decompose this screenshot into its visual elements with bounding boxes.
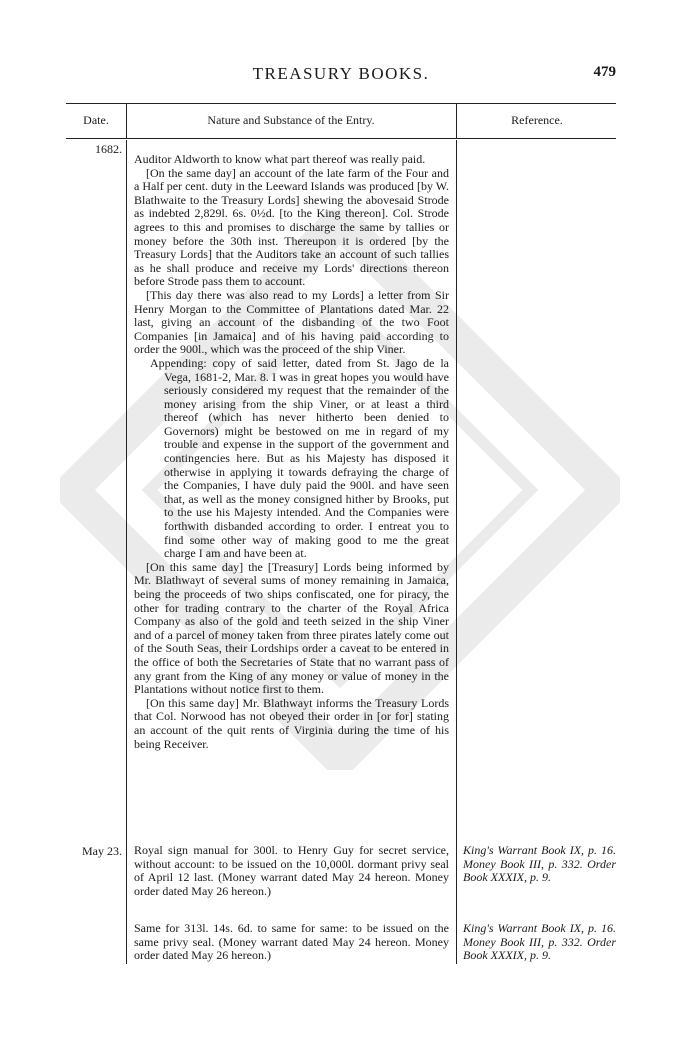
column-header-reference: Reference. (511, 113, 563, 127)
entry-paragraph: Same for 313l. 14s. 6d. to same for same: to be issued on the same privy seal. (Money warrant dated May 24 hereon. Money order dated May 26 hereon.) (134, 921, 449, 963)
entry-paragraph: [On the same day] an account of the late farm of the Four and a Half per cent. duty in the Leeward Islands was produced [by W. Blathwaite to the Treasury Lords] shewing the abovesaid Strode as indebted 2,829l. 6s. 0½d. [to the King thereon]. Col. Strode agrees to this and promises to discharge the same by tallies or money before the 30th inst. Thereupon it is ordered [by the Treasury Lords] that the Auditors take an account of such tallies as he shall produce and receive my Lords' directions thereon before Strode pass them to account. (134, 165, 449, 289)
reference-may-23-2: King's Warrant Book IX, p. 16. Money Book III, p. 332. Order Book XXXIX, p. 9. (463, 921, 616, 963)
column-divider-reference (456, 103, 457, 138)
page-number: 479 (593, 64, 616, 80)
column-divider-date-body (126, 140, 127, 964)
year-label: 1682. (95, 142, 122, 156)
entry-paragraph: Auditor Aldworth to know what part thereof was really paid. (134, 152, 426, 166)
column-header-nature: Nature and Substance of the Entry. (207, 113, 375, 127)
entry-paragraph: [On this same day] the [Treasury] Lords being informed by Mr. Blathwayt of several sums of money remaining in Jamaica, being the proceeds of two ships confiscated, one for piracy, the other for trading contrary to the charter of the Royal Africa Company as also of the gold and teeth seized in the ship Viner and of a parcel of money taken from three pirates lately come out of the South Seas, their Lordships order a caveat to be entered in the office of both the Secretaries of State that no warrant pass of any grant from the King of any money or value of money in the Plantations without notice first to them. (134, 559, 449, 697)
reference-may-23-1: King's Warrant Book IX, p. 16. Money Book III, p. 332. Order Book XXXIX, p. 9. (463, 843, 616, 885)
entry-paragraph: Royal sign manual for 300l. to Henry Guy for secret service, without account: to be issued on the 10,000l. dormant privy seal of April 12 last. (Money warrant dated May 24 hereon. Money order dated May 26 hereon.) (134, 843, 449, 898)
page-header (66, 64, 616, 88)
running-title: TREASURY BOOKS. (252, 64, 430, 83)
entry-paragraph: [On this same day] Mr. Blathwayt informs the Treasury Lords that Col. Norwood has not obeyed their order in [or for] stating an account of the quit rents of Virginia during the time of his being Receiver. (134, 695, 449, 751)
date-may-23: May 23. (82, 844, 122, 858)
column-divider-reference-body (456, 140, 457, 964)
header-bottom-rule (66, 138, 616, 139)
entry-may-23-1 (134, 844, 449, 898)
entry-paragraph: [This day there was also read to my Lords] a letter from Sir Henry Morgan to the Committee of Plantations dated Mar. 22 last, giving an account of the disbanding of the two Foot Companies [in Jamaica] and of his having paid according to order the 900l., which was the proceed of the ship Viner. (134, 287, 449, 357)
column-header-date: Date. (83, 113, 109, 127)
entries-1682 (134, 153, 449, 751)
entry-may-23-2 (134, 922, 449, 963)
entry-paragraph-letter: Appending: copy of said letter, dated from St. Jago de la Vega, 1681-2, Mar. 8. I was in great hopes you would have seriously considered my request that the remainder of the money arising from the ship Viner, or at least a third thereof (which has never hitherto been denied to Governors) might be bestowed on me in regard of my trouble and expense in the support of the government and contingencies here. But as his Majesty has disposed it otherwise in applying it towards defraying the charge of the Companies, I have duly paid the 900l. and have seen that, as well as the money consigned hither by Brooks, put to the use his Majesty intended. And the Companies were forthwith disbanded according to order. I entreat you to find some other way of making good to me the great charge I am and have been at. (150, 355, 449, 561)
column-divider-date (126, 103, 127, 138)
table-top-rule (66, 103, 616, 104)
